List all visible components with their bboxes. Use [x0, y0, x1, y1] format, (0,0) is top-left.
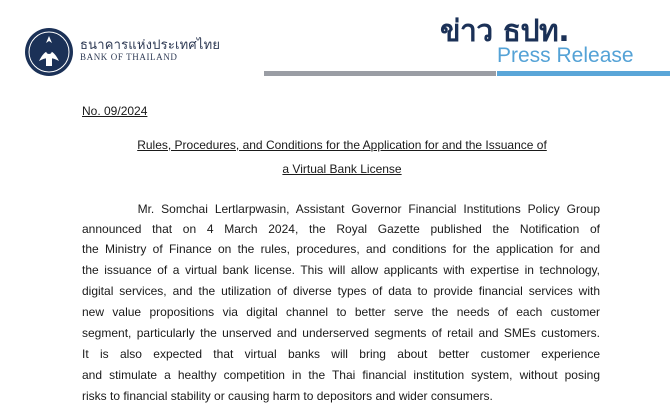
body-paragraph-line: announced that on 4 March 2024, the Royal Gazette published the Notification of	[82, 222, 600, 236]
org-name-thai: ธนาคารแห่งประเทศไทย	[80, 38, 221, 53]
body-paragraph-line: segment, particularly the unserved and underserved segments of retail and SMEs customers.	[82, 326, 600, 340]
news-heading-thai: ข่าว ธปท.	[440, 14, 570, 49]
document-title-line: Rules, Procedures, and Conditions for the Application for and the Issuance of	[137, 138, 547, 152]
press-release-label: Press Release	[497, 44, 634, 67]
header-divider-grey	[264, 71, 496, 76]
document-number: No. 09/2024	[82, 104, 148, 118]
body-paragraph-line: digital services, and the utilization of diverse types of data to provide financial services with	[82, 284, 600, 298]
body-paragraph-line: the issuance of a virtual bank license. This will allow applicants with expertise in technology,	[82, 263, 600, 277]
bank-of-thailand-seal-icon	[24, 27, 74, 77]
document-title-line: a Virtual Bank License	[282, 162, 402, 176]
header-divider-blue	[497, 71, 670, 76]
body-paragraph-line: Mr. Somchai Lertlarpwasin, Assistant Governor Financial Institutions Policy Group	[82, 202, 600, 216]
body-paragraph-line: risks to financial stability or causing harm to depositors and wider consumers.	[82, 389, 493, 403]
body-paragraph-line: It is also expected that virtual banks will bring about better customer experience	[82, 347, 600, 361]
body-paragraph-line: new value propositions via digital channel to better serve the needs of each customer	[82, 305, 600, 319]
org-name-english: BANK OF THAILAND	[80, 52, 178, 62]
body-paragraph-line: and stimulate a healthy competition in the Thai financial institution system, without posing	[82, 368, 600, 382]
body-paragraph-line: the Ministry of Finance on the rules, procedures, and conditions for the application for and	[82, 242, 600, 256]
